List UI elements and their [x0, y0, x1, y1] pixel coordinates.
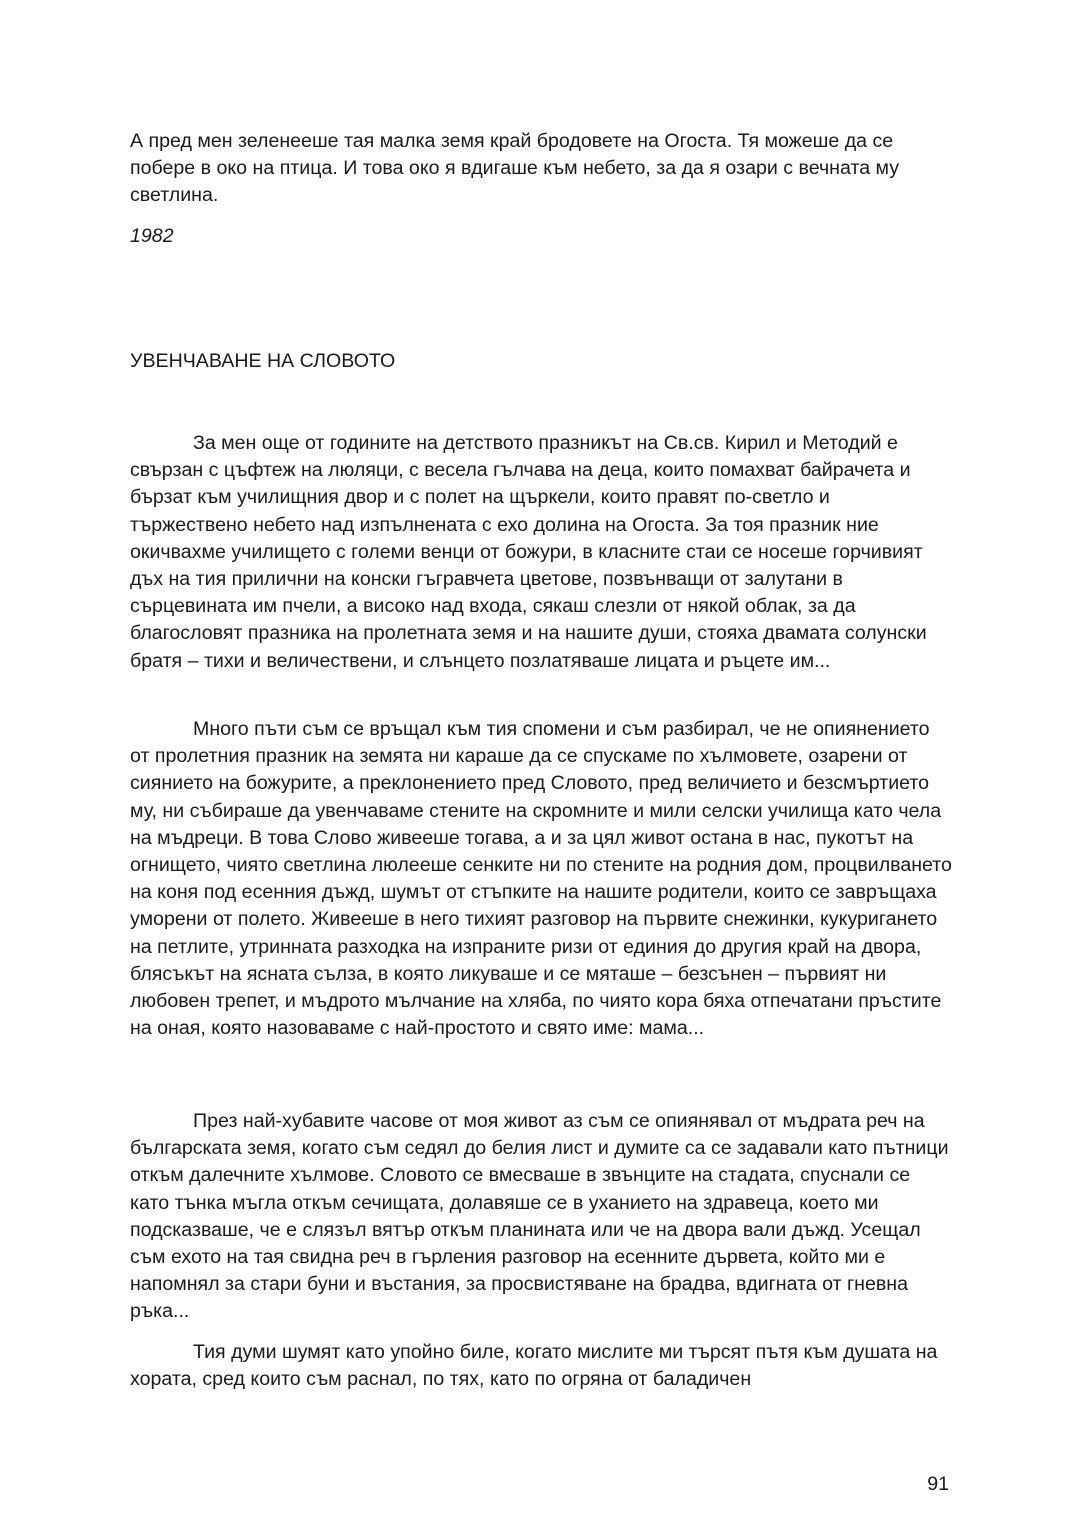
- body-paragraph-3: През най-хубавите часове от моя живот аз съм се опиянявал от мъдрата реч на българската земя, когато съм седял до белия лист и думите са се задавали като пътници откъм далечните хълмове. Словото се вмесваше в звънците на стадата, спуснали се като тънка мъгла откъм сечищата, долавяше се в уханието на здравеца, което ми подсказваше, че е слязъл вятър откъм планината или че на двора вали дъжд. Усещал съм ехото на тая свидна реч в гърления разговор на есенните дървета, който ми е напомнял за стари буни и въстания, за просвистяване на брадва, вдигната от гневна ръка...: [130, 1110, 949, 1323]
- body-paragraph-4: Тия думи шумят като упойно биле, когато мислите ми търсят пътя към душата на хората, сред които съм раснал, по тях, като по огряна от баладичен: [130, 1341, 938, 1391]
- year-date: 1982: [130, 225, 174, 247]
- body-paragraph-1: За мен още от годините на детството празникът на Св.св. Кирил и Методий е свързан с цъфтеж на люляци, с весела гълчава на деца, които помахват байрачета и бързат към училищния двор и с полет на щъркели, които правят по-светло и тържествено небето над изпълнената с ехо долина на Огоста. За тоя празник ние окичвахме училището с големи венци от божури, в класните стаи се носеше горчивият дъх на тия прилични на конски гъгравчета цветове, позвънващи от залутани в сърцевината им пчели, а високо над входа, сякаш слезли от някой облак, за да благословят празника на пролетната земя и на нашите души, стояха двамата солунски братя – тихи и величествени, и слънцето позлатяваше лицата и ръцете им...: [130, 432, 927, 672]
- opening-paragraph: А пред мен зеленееше тая малка земя край бродовете на Огоста. Тя можеше да се побере в око на птица. И това око я вдигаше към небето, за да я озари с вечната му светлина.: [130, 130, 900, 207]
- body-paragraph-2: Много пъти съм се връщал към тия спомени и съм разбирал, че не опиянението от пролетния празник на земята ни караше да се спускаме по хълмовете, озарени от сиянието на божурите, а преклонението пред Словото, пред величието и безсмъртието му, ни събираше да увенчаваме стените на скромните и мили селски училища като чела на мъдреци. В това Слово живееше тогава, а и за цял живот остана в нас, пукотът на огнището, чиято светлина люлееше сенките ни по стените на родния дом, процвилването на коня под есенния дъжд, шумът от стъпките на нашите родители, които се завръщаха уморени от полето. Живееше в него тихият разговор на първите снежинки, кукуригането на петлите, утринната разходка на изпраните ризи от единия до другия край на двора, блясъкът на ясната сълза, в която ликуваше и се мяташе – безсънен – първият ни любовен трепет, и мъдрото мълчание на хляба, по чиято кора бяха отпечатани пръстите на оная, която назоваваме с най-простото и свято име: мама...: [130, 718, 952, 1040]
- page-number: 91: [927, 1473, 949, 1495]
- essay-title: УВЕНЧАВАНЕ НА СЛОВОТО: [130, 350, 396, 372]
